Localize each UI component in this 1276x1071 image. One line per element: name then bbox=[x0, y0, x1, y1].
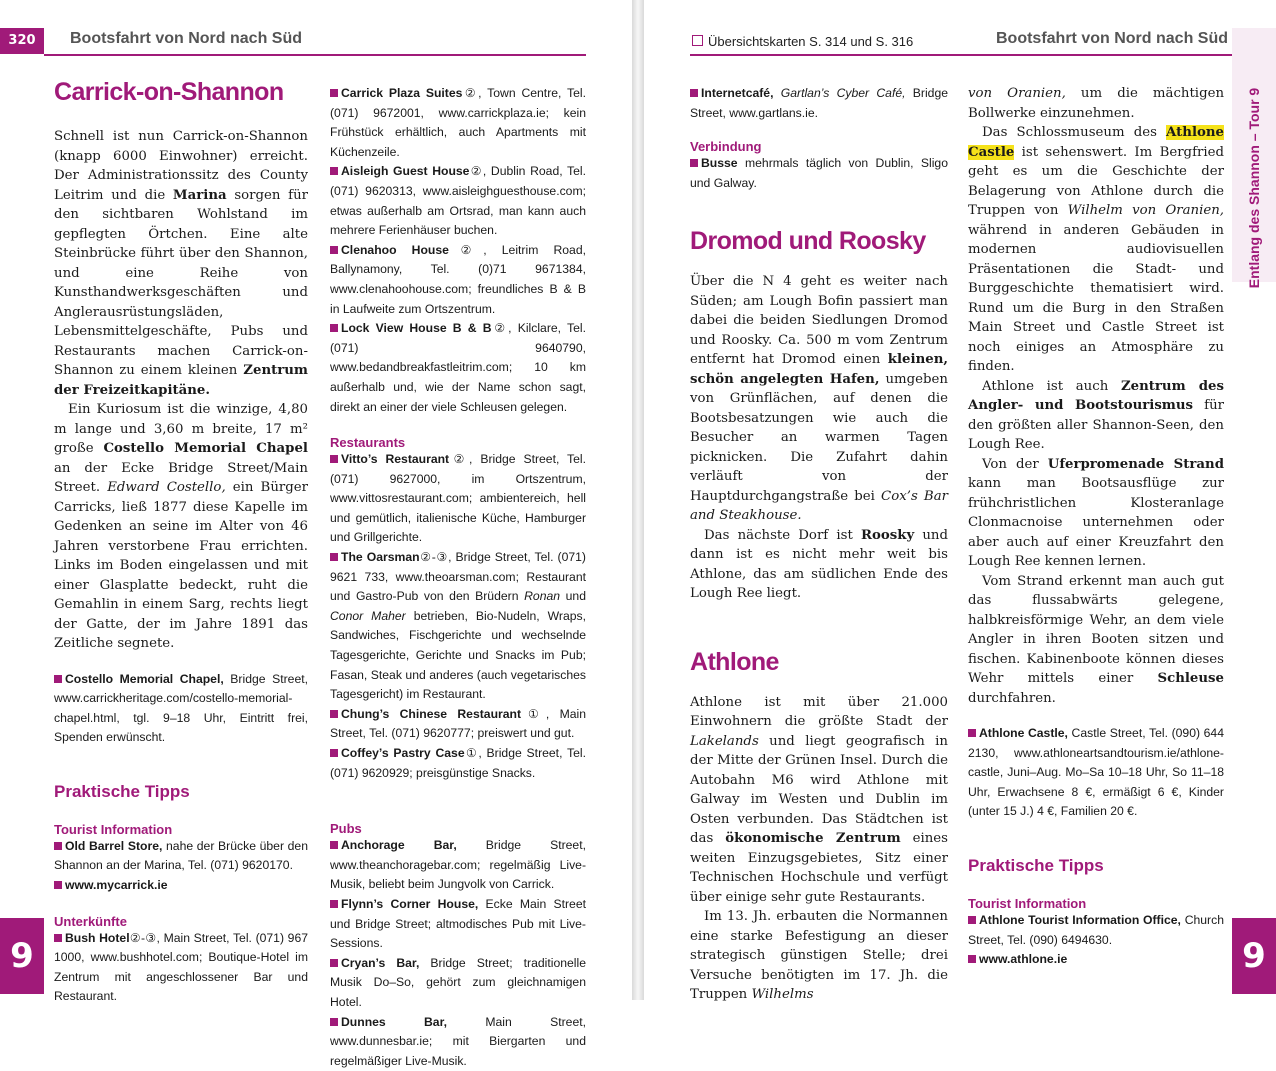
bullet-square-icon bbox=[330, 553, 338, 561]
bullet-square-icon bbox=[968, 916, 976, 924]
bullet-square-icon bbox=[330, 749, 338, 757]
bullet-square-icon bbox=[330, 246, 338, 254]
subsection-heading: Praktische Tipps bbox=[968, 855, 1104, 875]
info-entry: Anchorage Bar, Bridge Street, www.theanchoragebar.com; regelmäßig Live-Musik, beliebt beim Jungvolk von Carrick. bbox=[330, 838, 586, 892]
category-heading: Tourist Information bbox=[54, 821, 173, 837]
paragraph: Über die N 4 geht es weiter nach Süden; am Lough Bofin passiert man dabei die beiden Siedlungen Dromod und Roosky. Ca. 500 m vom Zentrum entfernt hat Dromod einen kleinen, schön angelegten Hafen, umgeben von Grünflächen, auf denen die Bootsbesatzungen wie auch die Besucher an warmen Tagen picknicken. Die Zufahrt dahin verläuft von der Hauptdurchgangstraße bei Cox’s Bar and Steakhouse. bbox=[690, 274, 948, 524]
map-reference: Übersichtskarten S. 314 und S. 316 bbox=[692, 34, 913, 49]
category-heading: Restaurants bbox=[330, 435, 406, 451]
info-entry: Chung’s Chinese Restaurant①, Main Street, Tel. (071) 9620777; preiswert und gut. bbox=[330, 706, 587, 741]
info-entry: The Oarsman②-③, Bridge Street, Tel. (071) 9621 733, www.theoarsman.com; Restaurant und Gastro-Pub von den Brüdern Ronan und Conor Maher betrieben, Bio-Nudeln, Wraps, Sandwiches, Fischgerichte und wechselnde Tagesgerichte, Gerichte und Snacks im Pub; Fasan, Steak und anderes (auch vegetarisches Tagesgericht) im Restaurant. bbox=[330, 550, 586, 702]
left-page bbox=[0, 0, 632, 1068]
paragraph: Schnell ist nun Carrick-on-Shannon (knapp 6000 Einwohner) erreicht. Der Administrationssitz des County Leitrim und die Marina sorgen für den sichtbaren Wohlstand im gepflegten Örtchen. Eine alte Steinbrücke führt über den Shannon, und eine Reihe von Kunsthandwerksgeschäften und Anglerausrüstungsläden, Lebensmittelgeschäfte, Pubs und Restaurants machen Carrick-on-Shannon zu einem kleinen Zentrum der Freizeitkapitäne. bbox=[54, 129, 308, 398]
right-page bbox=[644, 0, 1276, 1003]
bullet-square-icon bbox=[54, 675, 62, 683]
info-entry: Vitto’s Restaurant②, Bridge Street, Tel. (071) 9627000, im Ortszentrum, www.vittosrestaurant.com; ambientereich, hell und gemütlich, italienische Küche, Hamburger und Grillgerichte. bbox=[330, 452, 586, 545]
info-entry: Athlone Castle, Castle Street, Tel. (090) 644 2130, www.athloneartsandtourism.ie/athlone-castle, Juni–Aug. Mo–Sa 10–18 Uhr, So 11–18 Uhr, Erwachsene 8 €, ermäßigt 6 €, Kinder (unter 15 J.) 4 €, Familien 20 €. bbox=[968, 726, 1224, 819]
info-entry: www.mycarrick.ie bbox=[54, 876, 308, 896]
tour-side-label: Entlang des Shannon – Tour 9 bbox=[1246, 87, 1262, 289]
bullet-square-icon bbox=[54, 842, 62, 850]
bullet-square-icon bbox=[330, 455, 338, 463]
paragraph: Das Schlossmuseum des Athlone Castle ist sehenswert. Im Bergfried geht es um die Geschichte der Belagerung von Athlone durch die Truppen von Wilhelm von Oranien, während in anderen Gebäuden in modernen audiovisuellen Präsentationen die Stadt- und Burggeschichte thematisiert wird. Rund um die Burg in den Straßen Main Street und Castle Street ist noch einiges an Atmosphäre zu finden. bbox=[968, 125, 1224, 374]
category-heading: Verbindung bbox=[690, 139, 762, 155]
left-column-1 bbox=[54, 78, 308, 1007]
info-entry: Cryan’s Bar, Bridge Street; traditionelle Musik Do–So, gehört zum gleichnamigen Hotel. bbox=[330, 955, 586, 1009]
bullet-square-icon bbox=[330, 89, 338, 97]
body-text bbox=[690, 693, 948, 1005]
book-gutter bbox=[632, 0, 644, 1000]
category-heading: Tourist Information bbox=[968, 895, 1087, 911]
bullet-square-icon bbox=[54, 934, 62, 942]
bullet-square-icon bbox=[330, 959, 338, 967]
info-entry: Carrick Plaza Suites②, Town Centre, Tel. (071) 9672001, www.carrickplaza.ie; kein Frühstück erhältlich, auch Apartments mit Küchenzeile. bbox=[330, 86, 586, 159]
bullet-square-icon bbox=[330, 167, 338, 175]
info-entry: Lock View House B & B②, Kilclare, Tel. (071) 9640790, www.bedandbreakfastleitrim.com; 10 km außerhalb und, wie der Name schon sagt, direkt an einer der viele Schleusen gelegen. bbox=[330, 321, 586, 414]
bullet-square-icon bbox=[330, 324, 338, 332]
right-column-1 bbox=[690, 84, 948, 1005]
bullet-square-icon bbox=[330, 710, 338, 718]
chapter-tab: 9 bbox=[1232, 918, 1276, 994]
bullet-square-icon bbox=[968, 729, 976, 737]
body-text bbox=[690, 272, 948, 604]
paragraph: von Oranien, um die mächtigen Bollwerke einzunehmen. bbox=[968, 86, 1225, 121]
info-entry: Flynn’s Corner House, Ecke Main Street und Bridge Street; altmodisches Pub mit Live-Sessions. bbox=[330, 896, 586, 951]
category-heading: Pubs bbox=[330, 821, 362, 837]
map-reference-box-icon bbox=[692, 35, 703, 46]
info-entry: Internetcafé, Gartlan’s Cyber Café, Bridge Street, www.gartlans.ie. bbox=[690, 86, 948, 120]
left-column-2 bbox=[330, 84, 586, 1071]
bullet-square-icon bbox=[690, 159, 698, 167]
bullet-square-icon bbox=[54, 881, 62, 889]
bullet-square-icon bbox=[330, 841, 338, 849]
info-entry: www.athlone.ie bbox=[968, 950, 1224, 970]
paragraph: Ein Kuriosum ist die winzige, 4,80 m lange und 3,60 m breite, 17 m² große Costello Memorial Chapel an der Ecke Bridge Street/Main Street. Edward Costello, ein Bürger Carricks, ließ 1877 diese Kapelle im Gedenken an seine im Alter von 46 Jahren verstorbene Frau errichten. Links im Boden eingelassen und mit einer Glasplatte bedeckt, ruht die Gemahlin in einem Sarg, rechts liegt der Gatte, der im Jahre 1891 das Zeitliche segnete. bbox=[54, 402, 308, 651]
page-number: 320 bbox=[0, 28, 44, 54]
info-entry: Bush Hotel②-③, Main Street, Tel. (071) 967 1000, www.bushhotel.com; Boutique-Hotel im Zentrum mit angeschlossener Bar und Restaurant. bbox=[54, 930, 309, 1004]
bullet-square-icon bbox=[330, 900, 338, 908]
bullet-square-icon bbox=[690, 89, 698, 97]
paragraph: Vom Strand erkennt man auch gut das flussabwärts gelegene, halbkreisförmige Wehr, an dem viele Angler in ihren Booten sitzen und fischen. Kabinenboote können dieses Wehr mittels einer Schleuse durchfahren. bbox=[968, 573, 1224, 706]
category-heading: Unterkünfte bbox=[54, 913, 127, 929]
info-entry: Coffey’s Pastry Case①, Bridge Street, Tel. (071) 9620929; preisgünstige Snacks. bbox=[330, 746, 586, 780]
tour-side-tab bbox=[1232, 28, 1276, 289]
running-head: Bootsfahrt von Nord nach Süd bbox=[70, 30, 302, 47]
section-heading: Carrick-on-Shannon bbox=[54, 78, 284, 106]
section-heading: Athlone bbox=[690, 647, 779, 676]
chapter-tab: 9 bbox=[0, 918, 44, 994]
header-rule bbox=[690, 54, 1232, 56]
paragraph: Von der Uferpromenade Strand kann man Bootsausflüge zur frühchristlichen Klosteranlage Clonmacnoise unternehmen oder aber auch auf einer Kreuzfahrt den Lough Ree kennen lernen. bbox=[968, 456, 1224, 569]
bullet-square-icon bbox=[968, 955, 976, 963]
info-entry: Busse mehrmals täglich von Dublin, Sligo und Galway. bbox=[690, 156, 948, 190]
body-text bbox=[54, 127, 308, 654]
bullet-square-icon bbox=[330, 1018, 338, 1026]
info-entry: Costello Memorial Chapel, Bridge Street, www.carrickheritage.com/costello-memorial-chapel.html, tgl. 9–18 Uhr, Eintritt frei, Spenden erwünscht. bbox=[54, 671, 308, 745]
info-entry: Dunnes Bar, Main Street, www.dunnesbar.ie; mit Biergarten und regelmäßiger Live-Musik. bbox=[330, 1014, 586, 1068]
info-entry: Athlone Tourist Information Office, Church Street, Tel. (090) 6494630. bbox=[968, 912, 1224, 947]
paragraph: Im 13. Jh. erbauten die Normannen eine starke Befestigung an dieser strategisch günstigen Stelle; drei Versuche benötigten im 17. Jh. die Truppen Wilhelms bbox=[690, 909, 948, 1003]
right-column-2 bbox=[968, 84, 1224, 970]
info-entry: Aisleigh Guest House②, Dublin Road, Tel. (071) 9620313, www.aisleighguesthouse.com; etwas außerhalb am Ortsrad, man kann auch mehrere Ferienhäuser buchen. bbox=[330, 164, 586, 238]
highlighted-text: Athlone Castle bbox=[968, 125, 1224, 160]
body-text bbox=[968, 84, 1224, 708]
section-heading: Dromod und Roosky bbox=[690, 227, 926, 256]
running-head: Bootsfahrt von Nord nach Süd bbox=[996, 30, 1228, 47]
info-entry: Clenahoo House②, Leitrim Road, Ballynamony, Tel. (0)71 9671384, www.clenahoohouse.com; freundliches B & B in Laufweite zum Ortszentrum. bbox=[330, 242, 586, 316]
paragraph: Athlone ist mit über 21.000 Einwohnern die größte Stadt der Lakelands und liegt geografisch in der Mitte der Grünen Insel. Durch die Autobahn M6 wird Athlone mit Galway im Westen und Dublin im Osten verbunden. Das Städtchen ist das ökonomische Zentrum eines weiten Einzugsgebietes, Sitz einer Technischen Hochschule und verfügt über einige sehr gute Restaurants. bbox=[690, 694, 948, 905]
info-entry: Old Barrel Store, nahe der Brücke über den Shannon an der Marina, Tel. (071) 9620170. bbox=[54, 838, 308, 873]
subsection-heading: Praktische Tipps bbox=[54, 781, 190, 801]
header-rule bbox=[44, 54, 586, 56]
paragraph: Athlone ist auch Zentrum des Angler- und Bootstourismus für den größten aller Shannon-Seen, den Lough Ree. bbox=[968, 378, 1225, 452]
paragraph: Das nächste Dorf ist Roosky und dann ist es nicht mehr weit bis Athlone, das am südlichen Ende des Lough Ree liegt. bbox=[690, 527, 948, 602]
